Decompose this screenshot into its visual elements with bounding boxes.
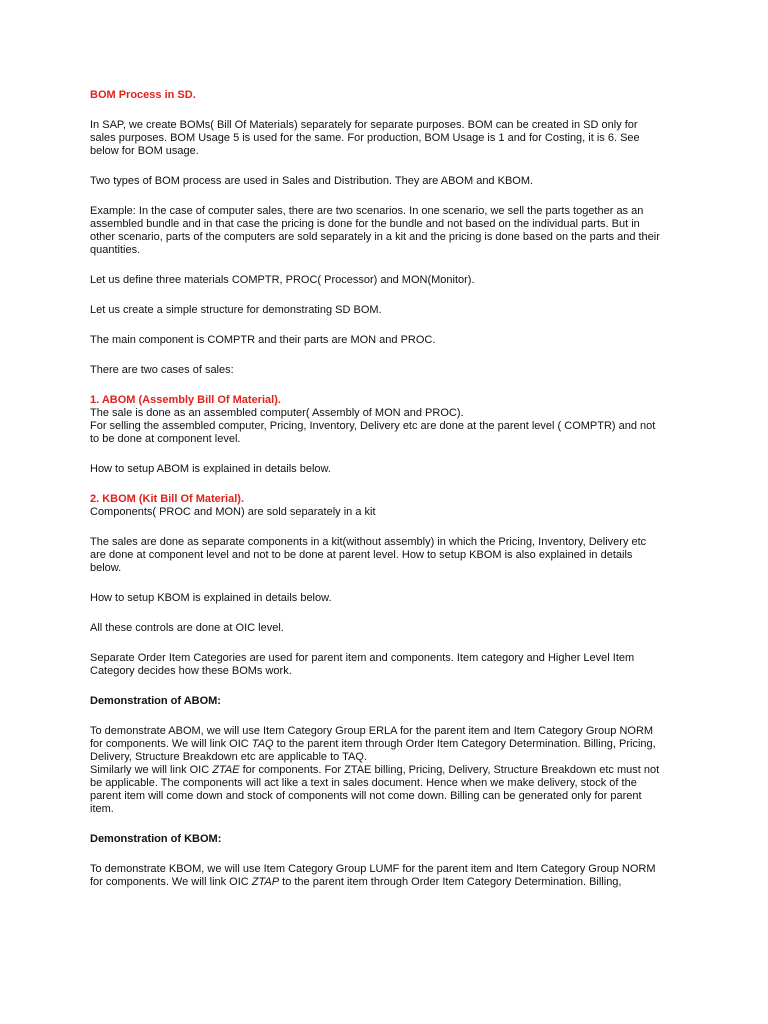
- demo-abom-text-2: to the parent item through Order Item Category Determination. Billing, Pricing, Delivery, Structure Breakdown etc are applicable to TAQ. Similarly we will link OIC: [90, 738, 656, 776]
- demo-kbom-text-1: To demonstrate KBOM, we will use Item Category Group LUMF for the parent item and Item Category Group NORM for components. We will link OIC: [90, 863, 656, 888]
- demo-abom-text-3: for components. For ZTAE billing, Pricing, Delivery, Structure Breakdown etc must not be applicable. The components will act like a text in sales document. Hence when we make delivery, stock of the parent item will come down and stock of components will not come down. Billing can be generated only for parent item.: [90, 764, 660, 815]
- oic-taq: TAQ: [251, 738, 274, 750]
- paragraph-bom-types: Two types of BOM process are used in Sales and Distribution. They are ABOM and KBOM.: [90, 175, 534, 187]
- paragraph-demo-abom: [90, 725, 690, 816]
- demo-abom-text-1: To demonstrate ABOM, we will use Item Category Group ERLA for the parent item and Item Category Group NORM for components. We will link OIC: [90, 725, 654, 750]
- demo-kbom-heading: Demonstration of KBOM:: [90, 833, 222, 845]
- paragraph-structure: Let us create a simple structure for demonstrating SD BOM.: [90, 304, 382, 316]
- paragraph-cases: There are two cases of sales:: [90, 364, 234, 376]
- paragraph-main-component: The main component is COMPTR and their parts are MON and PROC.: [90, 334, 436, 346]
- doc-title: BOM Process in SD.: [90, 89, 196, 101]
- paragraph-kbom-sales: The sales are done as separate components in a kit(without assembly) in which the Pricing, Inventory, Delivery etc are done at component level and not to be done at parent level. How to setup KBOM is also explained in details below.: [90, 536, 647, 574]
- oic-ztap: ZTAP: [251, 876, 280, 888]
- paragraph-materials: Let us define three materials COMPTR, PROC( Processor) and MON(Monitor).: [90, 274, 475, 286]
- paragraph-item-categories: Separate Order Item Categories are used for parent item and components. Item category and Higher Level Item Category decides how these BOMs work.: [90, 652, 635, 677]
- abom-description: The sale is done as an assembled computer( Assembly of MON and PROC). For selling the assembled computer, Pricing, Inventory, Delivery etc are done at the parent level ( COMPTR) and not to be done at component level.: [90, 407, 656, 445]
- kbom-description: Components( PROC and MON) are sold separately in a kit: [90, 506, 376, 518]
- paragraph-oic-controls: All these controls are done at OIC level.: [90, 622, 284, 634]
- demo-kbom-text-2: to the parent item through Order Item Category Determination. Billing,: [279, 876, 622, 888]
- document-page: [90, 89, 690, 889]
- paragraph-example: Example: In the case of computer sales, there are two scenarios. In one scenario, we sell the parts together as an assembled bundle and in that case the pricing is done for the bundle and not based on the individual parts. But in other scenario, parts of the computers are sold separately in a kit and the pricing is done based on the parts and their quantities.: [90, 205, 660, 256]
- paragraph-demo-kbom: [90, 863, 690, 889]
- paragraph-abom-setup: How to setup ABOM is explained in details below.: [90, 463, 331, 475]
- abom-heading: 1. ABOM (Assembly Bill Of Material).: [90, 394, 281, 406]
- kbom-heading: 2. KBOM (Kit Bill Of Material).: [90, 493, 245, 505]
- paragraph-kbom-setup: How to setup KBOM is explained in details below.: [90, 592, 332, 604]
- paragraph-bom-intro: In SAP, we create BOMs( Bill Of Materials) separately for separate purposes. BOM can be created in SD only for sales purposes. BOM Usage 5 is used for the same. For production, BOM Usage is 1 and for Costing, it is 6. See below for BOM usage.: [90, 119, 640, 157]
- oic-ztae: ZTAE: [212, 764, 240, 776]
- demo-abom-heading: Demonstration of ABOM:: [90, 695, 221, 707]
